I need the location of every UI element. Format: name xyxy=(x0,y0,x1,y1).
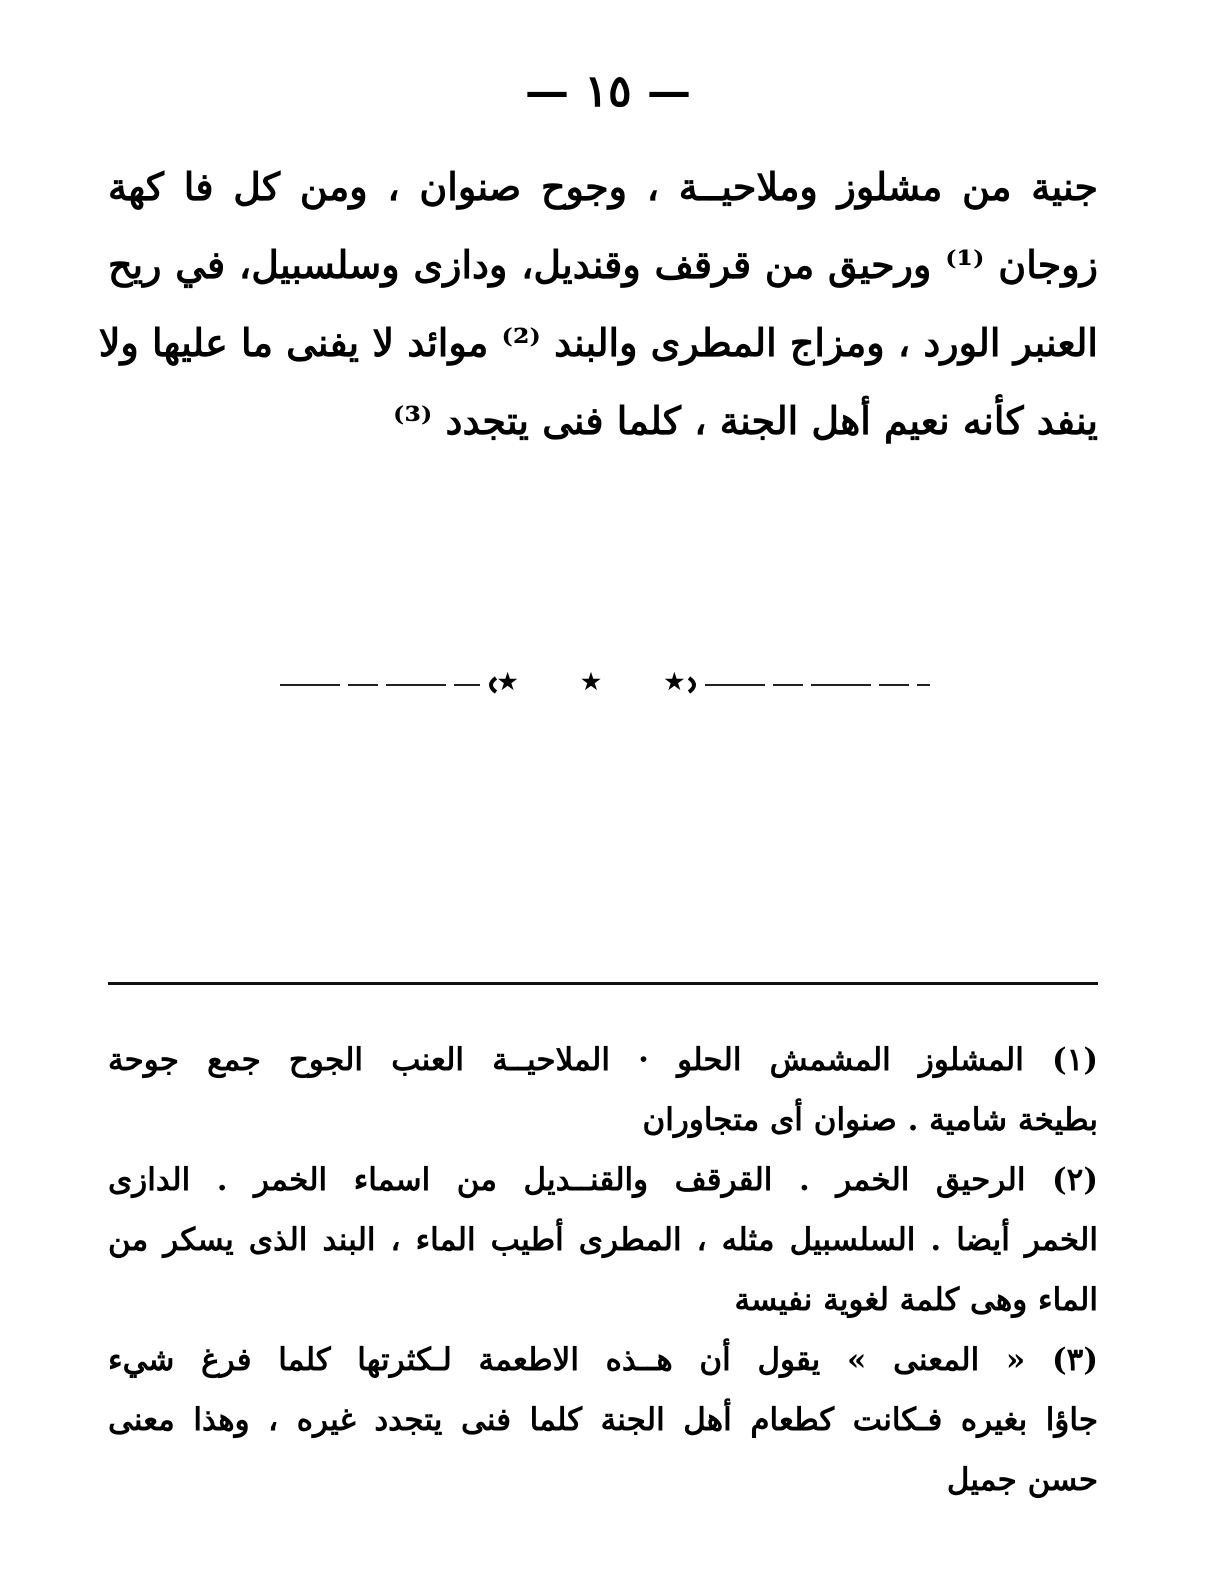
main-text-line-1: جنية من مشلوز وملاحيــة ، وجوح صنوان ، ومن كل فا كهة xyxy=(108,164,1098,209)
footnotes xyxy=(108,1030,1098,1510)
footnote-3-line-1: (٣) « المعنى » يقول أن هــذه الاطعمة لـكثرتها كلما فرغ شيء xyxy=(108,1342,1098,1378)
main-text-line-3: العنبر الورد ، ومزاج المطرى والبند ⁽²⁾ موائد لا يفنى ما عليها ولا xyxy=(98,320,1098,365)
main-text-line-4 xyxy=(108,382,1098,460)
section-divider xyxy=(280,669,930,696)
footnote-3-line-2: جاؤا بغيره فـكانت كطعام أهل الجنة كلما فنى يتجدد غيره ، وهذا معنى xyxy=(108,1402,1098,1438)
footnote-2-line-2: الخمر أيضا . السلسبيل مثله ، المطرى أطيب الماء ، البند الذى يسكر من xyxy=(108,1222,1098,1258)
footnote-1-line-1: (١) المشلوز المشمش الحلو · الملاحيــة العنب الجوح جمع جوحة xyxy=(108,1042,1098,1078)
footnote-2-line-1: (٢) الرحيق الخمر . القرقف والقنــديل من اسماء الخمر . الدازى xyxy=(108,1162,1098,1198)
footnote-1-line-2: بطيخة شامية . صنوان أى متجاوران xyxy=(642,1102,1098,1138)
divider-stars: ★ ★ ★ xyxy=(497,669,713,695)
main-text-line-2: زوجان ⁽¹⁾ ورحيق من قرقف وقنديل، ودازى وسلسبيل، في ريح xyxy=(108,242,1098,287)
footnote-3-line-3: حسن جميل xyxy=(946,1462,1098,1498)
main-text xyxy=(98,148,1098,460)
main-text-line-4-text: ينفد كأنه نعيم أهل الجنة ، كلما فنى يتجدد ⁽³⁾ xyxy=(393,398,1098,443)
page-number: — ١٥ — xyxy=(525,66,691,117)
footnote-separator xyxy=(108,982,1098,985)
footnote-2-line-3: الماء وهى كلمة لغوية نفيسة xyxy=(734,1282,1098,1318)
